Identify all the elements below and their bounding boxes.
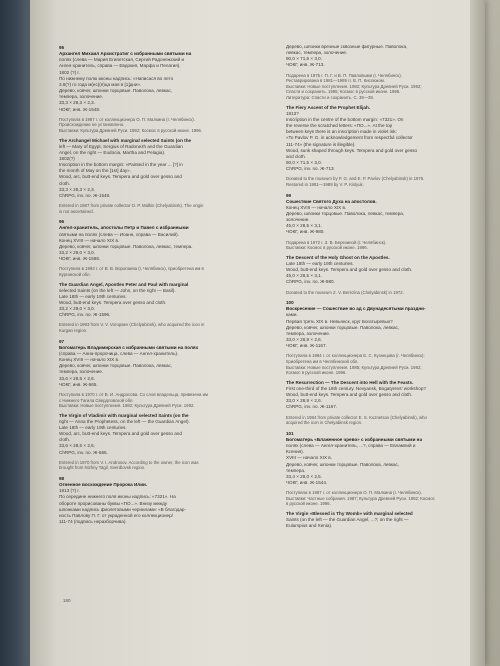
spacer [59, 214, 259, 218]
provenance-note: Спасти и сохранить. 1995; Космос в русской иконе. 1996. [286, 89, 401, 95]
text-line: ChRPG, inv. no. Ж-665. [59, 449, 108, 455]
entry-title-en: The Archangel Michael with marginal selected Saints (on the [59, 137, 192, 143]
catalog-number: 96 [59, 219, 65, 225]
provenance-note: Космос в русской иконе. 1996. [286, 370, 347, 376]
book-binding [0, 0, 30, 666]
book-page [30, 0, 485, 666]
text-line: золочение. [286, 217, 310, 223]
page-stack-edge [470, 0, 485, 666]
text-line: Конец XVIII — начало XIX в. [286, 204, 347, 210]
provenance-note: Donated to the museum by P. G. and E. P. Pavlov (Chelyabinsk) in 1975. [286, 176, 425, 182]
provenance-note: Курганской обл. [59, 271, 91, 277]
text-line: ChRPG, inv. no. Ж-713. [286, 166, 335, 172]
provenance-note: Выставки: Новые поступления. 1985; Культура Древней Руси. 1992; [286, 364, 422, 370]
text-line: темпера, золочение. [59, 94, 104, 100]
text-line: and cloth. [286, 153, 306, 159]
entry-title-ru: Воскресение — Сошествие во ад с Двунадесятыми праздни- [286, 306, 426, 312]
text-line: 33,3 × 28,3 × 2,3. [59, 100, 96, 106]
text-line: ЧОКГ, инв. Ж-1167. [286, 343, 327, 349]
spacer [286, 295, 485, 299]
provenance-note: Реставрирована в 1981—1989 гг. В. П. Кислюком. [286, 78, 386, 84]
entry-title-ru: Богоматерь Владимирская с избранными святыми на полях [59, 344, 199, 350]
text-line: the reverse the scratched letters: «ПО...». At the top [286, 123, 393, 129]
text-line: 111-74» (the signature is illegible). [286, 141, 356, 147]
entry-title-en: The Resurrection — The Descent into Hell with the Feasts. [286, 379, 414, 385]
provenance-note: acquired the icon in Chelyabinsk region. [286, 420, 363, 426]
catalog-number: 99 [286, 192, 292, 198]
spacer [59, 334, 259, 338]
provenance-note: is not ascertained. [59, 208, 94, 214]
provenance-note: приобретена им в Челябинской обл. [286, 359, 359, 364]
text-line: left — Mary of Egypt, Sergius of Radonezh and the Guardian [59, 143, 183, 149]
text-line: ками. [286, 312, 298, 318]
provenance-note: Выставки: Космос в русской иконе. 1996. [286, 245, 368, 251]
entry-title-ru: Огненное восхождение Пророка Илии. [59, 482, 148, 488]
provenance-note: Entered in 1987 from private collector O. P. Malkin (Chelyabinsk). The origin [59, 203, 204, 209]
text-line: Дерево, шпонки торцовые. Паволока, левкас, темпера, [286, 210, 405, 216]
text-line: ЧОКГ, инв. Ж-1596. [59, 256, 101, 262]
catalog-number: 101 [286, 430, 294, 436]
text-line: ЧОКГ, инв. Ж-1544. [286, 480, 328, 485]
provenance-note: Подарена в 1972 г. З. В. Березиной (г. Челябинск). [286, 239, 387, 245]
provenance-note: Поступила в 1987 г. от коллекционера О. П. Малкина (г. Челябинск). [59, 116, 195, 122]
provenance-note: brought from Nizhny Tagil, Sverdlovsk region. [59, 465, 146, 471]
text-line: ЧОКГ, инв. Ж-1548. [59, 106, 101, 112]
text-line: Inscription in the bottom margin: «Painted in the year ... [?] in [59, 162, 183, 168]
text-line: 90,0 × 71,5 × 3,0. [286, 160, 323, 165]
provenance-note: Поступила в 1984 г. от коллекционера Е. С. Кузнецова (г. Челябинск); [286, 353, 425, 359]
text-line: Wood, butt-end keys. Tempera over gesso and cloth. [59, 300, 167, 305]
text-line: Дерево, ковчег, шпонки торцовые. Паволока, левкас, [286, 324, 400, 330]
text-line: 3.8(?) го года м(ес)(я)ца мая в [1]дни». [59, 81, 142, 87]
entry-title-ru: Архангел Михаил Архистратиг с избранными святыми на [59, 51, 192, 57]
text-line: темпера. [286, 467, 306, 473]
text-line: 33,0 × 28,9 × 2,6. [286, 337, 323, 343]
text-line: темпера, золочение. [286, 330, 331, 336]
provenance-note: Поступила в 1970 г. от В. И. Андросова. Со слов владельца, привезена им [59, 391, 208, 397]
text-line: cloth. [59, 180, 70, 186]
provenance-note: Entered in 1970 from V. I. Androsov. According to the owner, the icon was [59, 459, 199, 465]
text-line: ЧОКГ, инв. Ж-980. [286, 229, 325, 235]
left-column [59, 44, 259, 525]
text-line: 1802 (?) г. [59, 69, 80, 75]
entry-title-en: The Guardian Angel, Apostles Peter and Paul with marginal [59, 281, 189, 287]
text-line: Angel, on the right — Eudocia, Martha and Pelagia). [59, 149, 166, 155]
text-line: Wood, arc, butt-end keys. Tempera and gold over gesso and [59, 174, 182, 180]
provenance-note: Выставки: Частные собрания. 1987; Культура Древней Руси. 1992; Космос [286, 495, 435, 501]
text-line: 1813 (?) г. [59, 488, 80, 494]
text-line: Дерево, шпонки врезные сквозные фигурные. Паволока, [286, 44, 408, 49]
entry-title-ru: Ангел-хранитель, апостолы Петр и Павел с избранными [59, 225, 189, 231]
entry-title-en: The Fiery Ascent of the Prophet Elijah. [286, 104, 371, 110]
text-line: шпонками надпись фиолетовыми чернилами: «В благодар- [59, 506, 186, 512]
provenance-note: Поступила в 1993 г. от В. В. Воропаева (г. Челябинск), приобретена им в [59, 266, 204, 272]
text-line: Дерево, ковчег, шпонки торцовые. Паволока, левкас, темпера. [59, 243, 193, 249]
text-line: левкас, темпера, золочение. [286, 50, 348, 56]
catalog-number: 98 [59, 475, 65, 481]
text-line: Дерево, ковчег, шпонки торцовые. Паволока, левкас, [59, 88, 173, 94]
provenance-note: в русской иконе. 1996. [286, 501, 331, 507]
spacer [286, 426, 485, 430]
text-line: the month of May on the [1st] day». [59, 168, 132, 174]
text-line: right — Anna the Prophetess, on the left — the Guardian Angel). [59, 418, 190, 424]
text-line: Saints (on the left — the Guardian Angel, ...?; on the right — [286, 517, 409, 523]
text-line: 33,2 × 29,0 × 3,0. [59, 306, 96, 312]
page-number: 180 [63, 598, 71, 603]
text-line: (справа — Анна-пророчица, слева — Ангел-хранитель). [59, 350, 179, 356]
text-line: 45,0 × 28,5 × 3,1. [286, 273, 323, 279]
provenance-note: Происхождение не установлено. [59, 122, 125, 128]
provenance-note: Литература: Спасти и сохранить. С. 39—39. [286, 95, 374, 100]
text-line: Первая треть XIX в. Невьянск, круг Богатыревых? [286, 318, 393, 324]
provenance-note: с Нижнего Тагила Свердловской обл. [59, 397, 134, 403]
text-line: святыми на полях (слева — Иоанн, справа — Василий). [59, 231, 179, 237]
provenance-note: Подарена в 1975 г. П. Г. и В. П. Павловыми (г. Челябинск). [286, 72, 402, 78]
text-line: обороте прорисованы буквы «ПО...». Внизу между [59, 500, 168, 506]
spacer [59, 471, 259, 475]
text-line: Wood, arc, butt-end keys. Tempera and gold over gesso and [59, 431, 182, 437]
text-line: Late 18th — early 19th centuries. [59, 425, 127, 430]
text-line: Late 18th — early 19th centuries. [286, 260, 354, 266]
provenance-note: Entered in 1984 from private collector E. S. Kuznetsov (Chelyabinsk), who [286, 414, 427, 420]
provenance-note: Выставки: Культура Древней Руси. 1992; Космос в русской иконе. 1996. [59, 127, 203, 133]
provenance-note: Поступила в 1987 г. от коллекционера О. П. Малкина (г. Челябинск). [286, 490, 422, 496]
text-line: Ангел-хранитель, справа — Евдокия, Марфа и Пелагия). [59, 63, 181, 69]
text-line: По середине нижнего поля иконы надпись: «7321». На [59, 494, 176, 500]
provenance-note: Restored in 1981—1989 by V. P. Kislyuk. [286, 181, 364, 187]
text-line: полях (слева — Мария Египетская, Сергий Радонежский и [59, 57, 185, 63]
text-line: 33,6 × 28,5 × 2,6. [59, 443, 96, 449]
text-line: selected Saints (on the left — John, on the right — Basil). [59, 287, 176, 293]
text-line: Wood, sunk shaped through keys. Tempera and gold over gesso [286, 147, 418, 153]
entry-title-en: The Descent of the Holy Ghost on the Apostles. [286, 254, 390, 260]
text-line: По нижнему полю иконы надпись: «Написася во лето [59, 75, 174, 81]
text-line: 33,3 × 28,3 × 2,3. [59, 186, 96, 192]
text-line: ЧОКГ, инв. Ж-665. [59, 381, 98, 387]
entry-title-ru: Богоматерь «Блаженное чрево» с избранными святыми на [286, 436, 422, 442]
entry-title-ru: Сошествие Святого Духа на апостолов. [286, 198, 377, 204]
text-line: 33,2 × 29,0 × 3,0. [59, 250, 96, 256]
entry-title-en: The Virgin of Vladimir with marginal selected Saints (on the [59, 412, 189, 418]
text-line: полях (слева — Ангел-хранитель, ...?, справа — Евлампий и [286, 443, 416, 449]
text-line: Wood, butt-end keys. Tempera and gold over gesso and cloth. [286, 392, 413, 398]
text-line: Wood, butt-end keys. Tempera and gold over gesso and cloth. [286, 267, 413, 273]
text-line: ChRPG, inv. no. Ж-1596. [59, 312, 111, 318]
text-line: 45,0 × 28,5 × 3,1. [286, 223, 323, 229]
provenance-note: Выставки: Новые поступления. 1982; Культура Древней Руси. 1992. [59, 403, 195, 409]
text-line: Ксения). [286, 449, 304, 455]
text-line: cloth. [59, 437, 70, 443]
catalog-number: 97 [59, 338, 65, 344]
text-line: ChRPG, inv. no. Ж-1548. [59, 192, 111, 198]
text-line: темпера, золочение. [59, 369, 104, 375]
text-line: Конец XVIII — начало XIX в. [59, 237, 120, 243]
catalog-number: 95 [59, 45, 65, 50]
text-line: 1813? [286, 110, 299, 116]
provenance-note: Kurgan region. [59, 328, 88, 334]
text-line: Inscription in the centre of the bottom margin: «7321». On [286, 116, 404, 122]
text-line: «To Pavlov P. G. in acknowledgement from respectful collector [286, 135, 413, 141]
right-column [286, 44, 485, 529]
text-line: Конец XVIII — начало XIX в. [59, 357, 120, 363]
text-line: ЧОКГ, инв. Ж-713. [286, 62, 325, 68]
text-line: between keys there is an inscription made in violet ink: [286, 129, 397, 135]
text-line: XVIII — начало XIX в. [286, 455, 333, 461]
text-line: 33,6 × 28,5 × 2,6. [59, 375, 96, 381]
text-line: 90,0 × 71,5 × 3,0. [286, 56, 323, 62]
text-line: First one-third of the 19th century. Nevyansk, Bogatyrevs' workshop? [286, 385, 426, 391]
entry-title-en: The Virgin «Blessed is Thy Womb» with marginal selected [286, 510, 413, 516]
spacer [286, 188, 485, 192]
text-line: Дерево, ковчег, шпонки торцовые. Паволока, левкас, [286, 461, 400, 467]
text-line: ChRPG, inv. no. Ж-980. [286, 279, 335, 285]
provenance-note: Entered in 1993 from V. V. Voropaev (Chelyabinsk), who acquired the icon in [59, 322, 205, 328]
text-line: 33,4 × 28,0 × 2,5. [286, 473, 323, 479]
provenance-note: Выставки: Новые поступления. 1982; Культура Древней Руси. 1992; [286, 83, 422, 89]
text-line: 111-74 (подпись неразборчива). [59, 519, 127, 525]
text-line: Дерево, ковчег, шпонки торцовые. Паволока, левкас, [59, 363, 173, 369]
text-line: ность Павлову П. Г. от украденной его коллекционер/ [59, 512, 173, 518]
text-line: 33,0 × 28,9 × 2,6. [286, 398, 323, 404]
text-line: ChRPG, inv. no. Ж-1167. [286, 404, 338, 410]
text-line: Eulampius and Xenia). [286, 523, 333, 529]
text-line: 1802(?) [59, 155, 75, 161]
catalog-number: 100 [286, 300, 294, 306]
provenance-note: Donated to the museum Z. V. Berezina (Chelyabinsk) in 1972. [286, 289, 404, 295]
text-line: Late 18th — early 19th centuries. [59, 293, 127, 299]
